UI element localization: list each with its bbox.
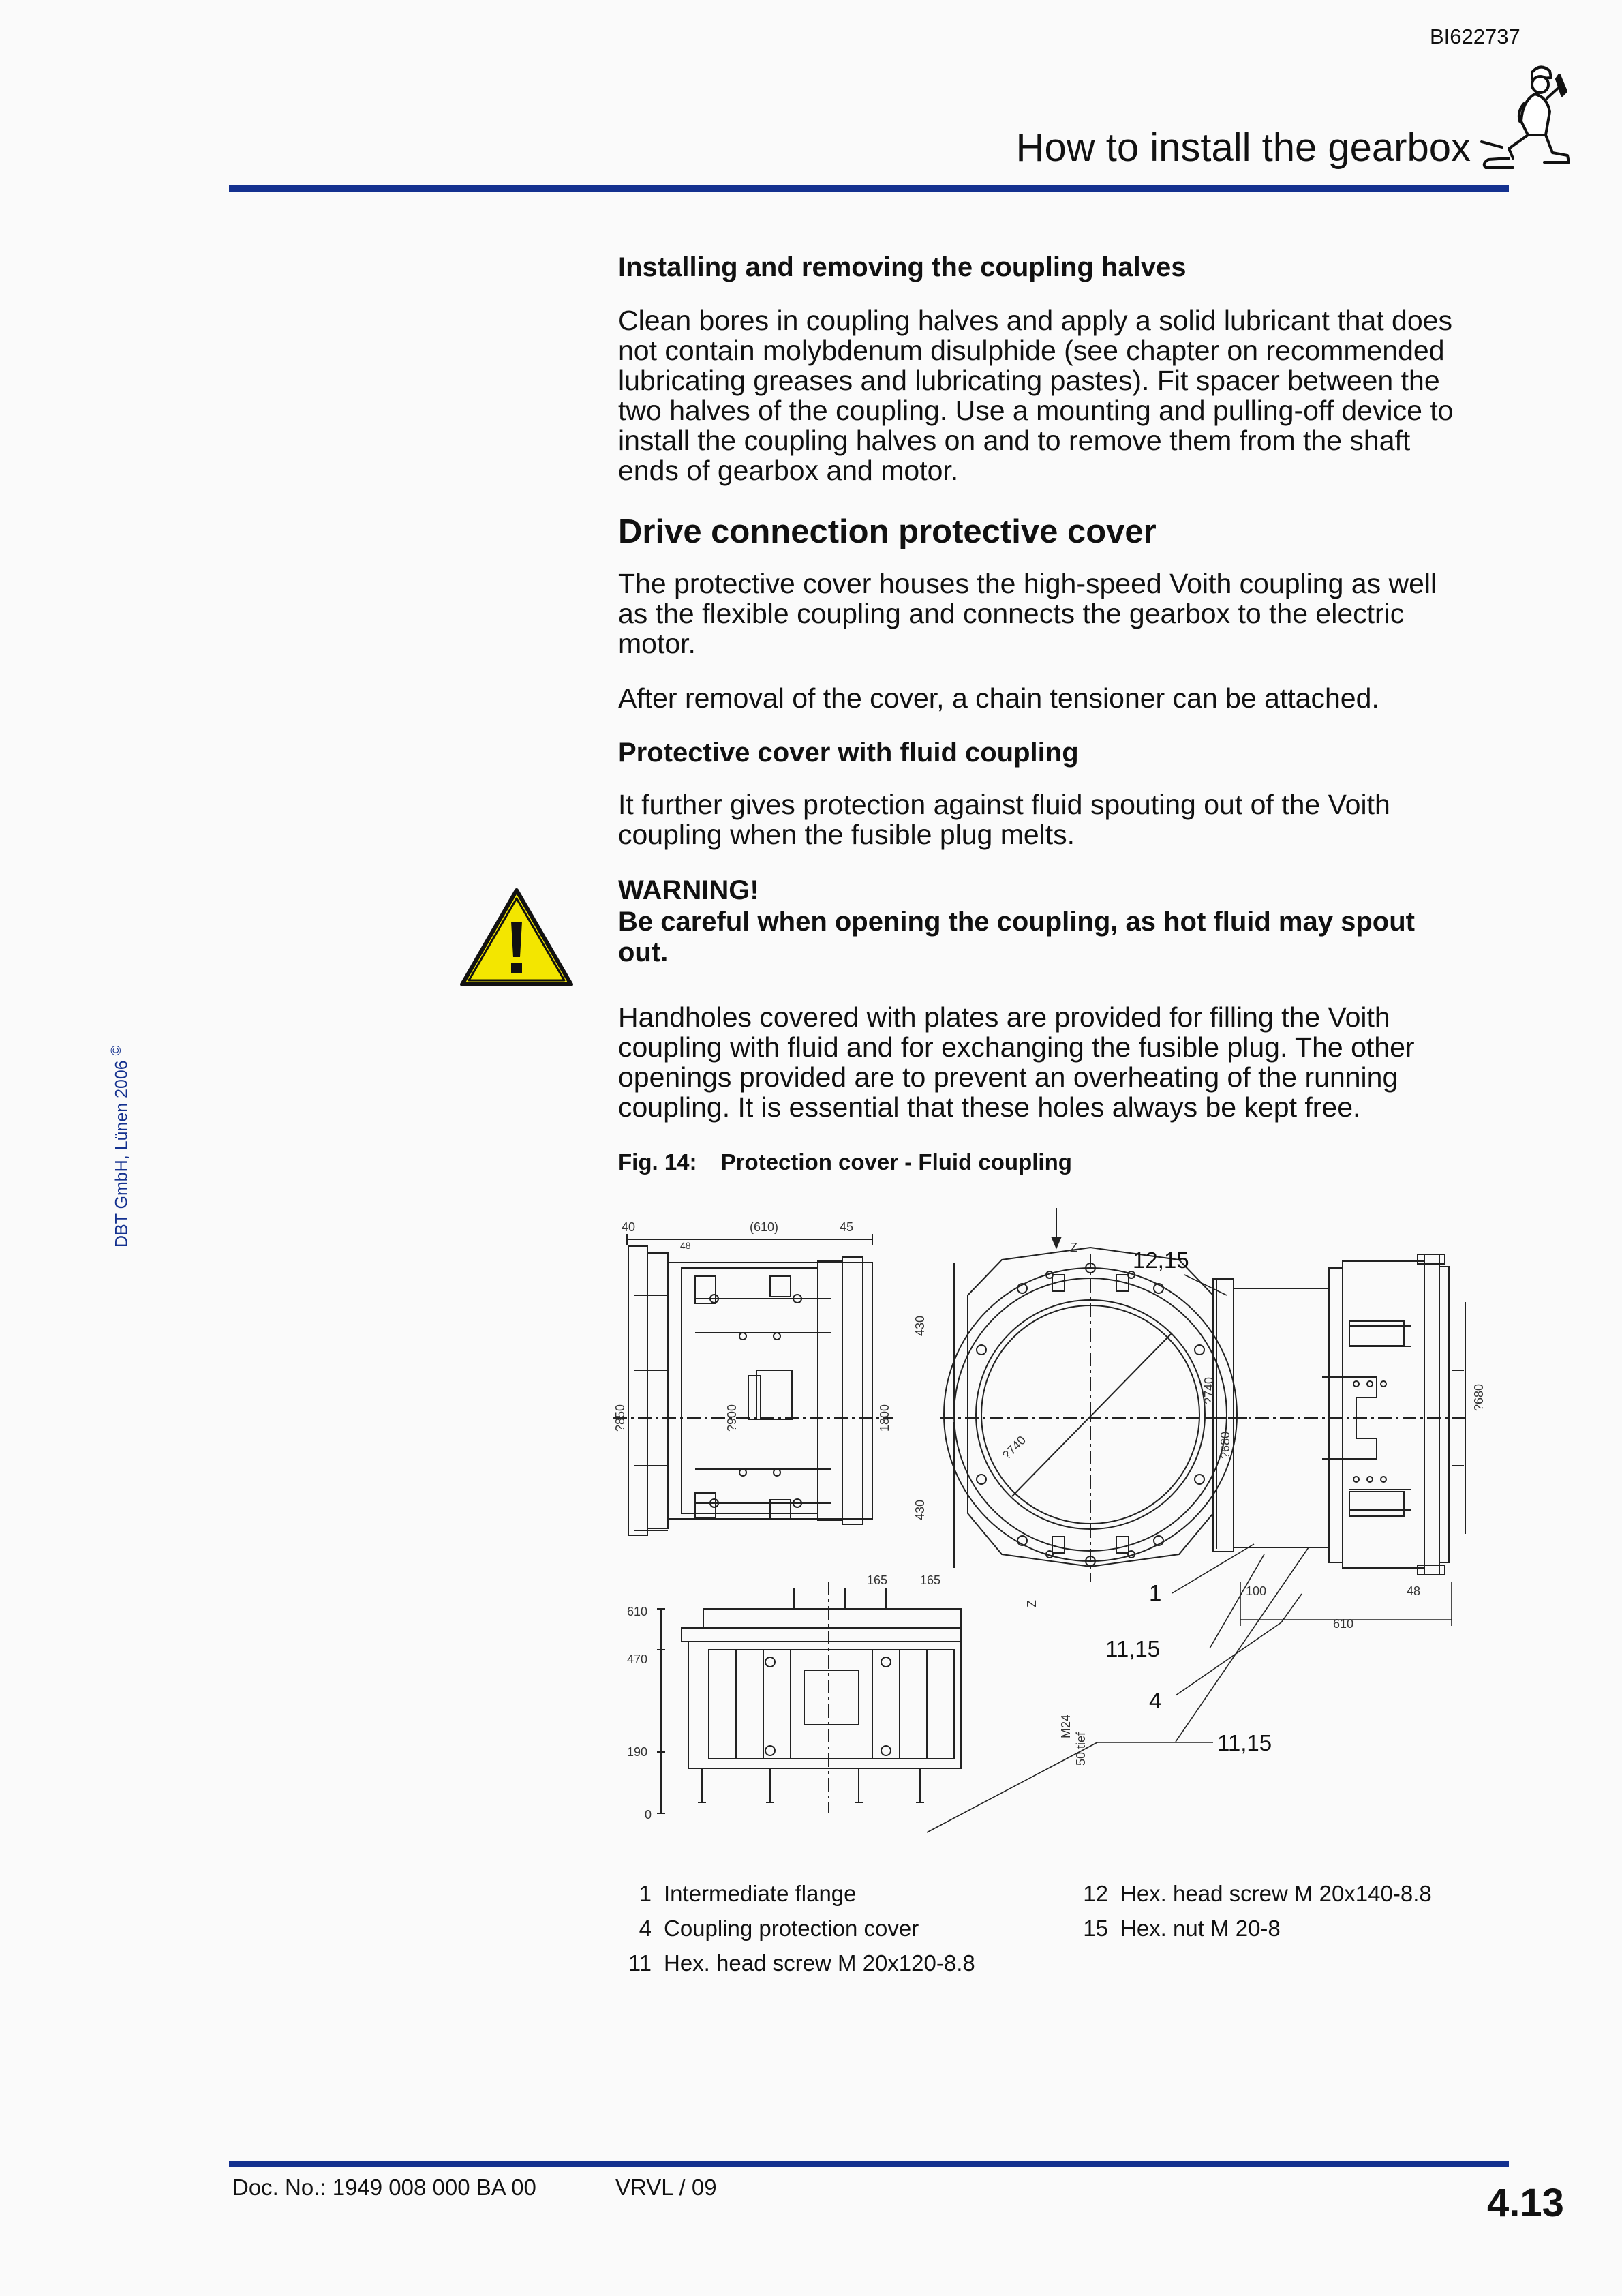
legend-item	[617, 1946, 975, 1980]
text-line: It further gives protection against fluid spouting out of the Voith	[618, 789, 1390, 820]
warning-title: WARNING!	[618, 875, 759, 905]
paragraph-handholes	[618, 1002, 1518, 1122]
text-line: two halves of the coupling. Use a mounting and pulling-off device to	[618, 395, 1454, 426]
dim-label: M24	[1059, 1714, 1073, 1738]
dim-label: Z	[1025, 1600, 1039, 1607]
dim-label: 45	[840, 1220, 854, 1234]
side-view-right	[1206, 1254, 1465, 1575]
page-number: 4.13	[1487, 2181, 1564, 2225]
legend-item	[1074, 1911, 1432, 1946]
text-line: as the flexible coupling and connects the gearbox to the electric	[618, 598, 1405, 629]
text-line: install the coupling halves on and to remove them from the shaft	[618, 425, 1411, 456]
dim-label: ?740	[1202, 1376, 1216, 1404]
callout-11-15-upper: 11,15	[1105, 1636, 1161, 1661]
legend-label: Hex. head screw M 20x140-8.8	[1120, 1881, 1432, 1906]
figure-caption	[618, 1149, 1518, 1175]
figure-number: Fig. 14:	[618, 1149, 697, 1175]
dim-label: 48	[680, 1240, 691, 1251]
dim-label: Z	[1070, 1241, 1077, 1254]
callout-4: 4	[1149, 1688, 1162, 1713]
legend-item	[617, 1876, 975, 1911]
text-line: ends of gearbox and motor.	[618, 455, 959, 486]
text-line: The protective cover houses the high-speed Voith coupling as well	[618, 568, 1437, 599]
dim-label: ?740	[999, 1433, 1029, 1462]
doc-version: VRVL / 09	[615, 2175, 717, 2200]
figure-title: Protection cover - Fluid coupling	[720, 1149, 1072, 1175]
text-line: Be careful when opening the coupling, as hot fluid may spout	[618, 907, 1415, 937]
legend-label: Intermediate flange	[664, 1881, 857, 1906]
warning-icon	[458, 886, 575, 988]
text-line: not contain molybdenum disulphide (see chapter on recommended	[618, 335, 1445, 366]
dim-label: 1800	[878, 1404, 891, 1432]
legend-item	[617, 1911, 975, 1946]
dim-label: 40	[622, 1220, 636, 1234]
warning-text	[618, 907, 1518, 968]
front-view-circular	[940, 1208, 1247, 1582]
dim-label: 190	[627, 1745, 648, 1759]
doc-number: Doc. No.: 1949 008 000 BA 00	[232, 2175, 536, 2200]
text-line: Clean bores in coupling halves and apply a solid lubricant that does	[618, 305, 1452, 336]
paragraph-chain-tensioner: After removal of the cover, a chain tensioner can be attached.	[618, 682, 1379, 714]
dim-label: 165	[920, 1573, 941, 1587]
dim-label: 165	[867, 1573, 888, 1587]
header-rule	[229, 185, 1509, 192]
text-line: lubricating greases and lubricating pastes). Fit spacer between the	[618, 365, 1440, 396]
legend-label: Hex. nut M 20-8	[1120, 1916, 1281, 1941]
copyright-text: DBT GmbH, Lünen 2006	[112, 1060, 132, 1248]
section-heading-protective-cover: Drive connection protective cover	[618, 513, 1157, 550]
paragraph-protective-cover	[618, 569, 1518, 659]
dim-label: 470	[627, 1652, 648, 1666]
text-line: out.	[618, 937, 669, 967]
legend-left	[617, 1876, 975, 1980]
coupling-drawing	[600, 1200, 1499, 1847]
text-line: Handholes covered with plates are provided for filling the Voith	[618, 1001, 1390, 1033]
text-line: coupling. It is essential that these holes always be kept free.	[618, 1091, 1361, 1123]
callout-leaders	[927, 1275, 1452, 1832]
dim-label: (610)	[750, 1220, 779, 1234]
dim-label: ?680	[1219, 1431, 1232, 1459]
dim-label: 430	[913, 1499, 927, 1520]
dim-label: ?850	[613, 1404, 627, 1432]
text-line: motor.	[618, 628, 696, 659]
legend-label: Hex. head screw M 20x120-8.8	[664, 1950, 975, 1976]
legend-number: 15	[1083, 1916, 1108, 1941]
legend-right	[1074, 1876, 1432, 1946]
worker-icon	[1479, 60, 1574, 172]
document-id: BI622737	[1430, 25, 1520, 48]
paragraph-coupling-halves	[618, 305, 1518, 485]
callout-12-15: 12,15	[1133, 1248, 1189, 1273]
copyright-symbol: ©	[109, 1045, 124, 1056]
legend-number: 4	[639, 1916, 652, 1941]
section-heading-coupling-halves: Installing and removing the coupling halves	[618, 252, 1187, 282]
dim-label: 0	[645, 1808, 652, 1822]
dim-label: 100	[1246, 1584, 1267, 1598]
footer-rule	[229, 2161, 1509, 2167]
paragraph-fluid-coupling	[618, 789, 1518, 849]
callout-1: 1	[1149, 1580, 1162, 1605]
dim-label: 430	[913, 1315, 927, 1336]
legend-item	[1074, 1876, 1432, 1911]
legend-number: 1	[639, 1881, 652, 1906]
side-view-left	[613, 1234, 893, 1535]
text-line: coupling with fluid and for exchanging the fusible plug. The other	[618, 1031, 1415, 1063]
plan-view-bottom	[657, 1582, 961, 1813]
text-line: coupling when the fusible plug melts.	[618, 819, 1075, 850]
text-line: openings provided are to prevent an overheating of the running	[618, 1061, 1398, 1093]
legend-label: Coupling protection cover	[664, 1916, 919, 1941]
dim-label: 50 tief	[1074, 1732, 1088, 1766]
legend-number: 11	[628, 1950, 652, 1976]
legend-number: 12	[1083, 1881, 1108, 1906]
dim-label: ?680	[1472, 1383, 1486, 1411]
dim-label: ?900	[725, 1404, 739, 1432]
callout-11-15-lower: 11,15	[1217, 1730, 1272, 1755]
dim-label: 610	[627, 1605, 648, 1618]
section-heading-fluid-coupling: Protective cover with fluid coupling	[618, 738, 1079, 768]
dim-label: 610	[1333, 1617, 1354, 1631]
copyright-note	[109, 1046, 132, 1248]
page-title: How to install the gearbox	[1015, 125, 1471, 170]
dim-label: 48	[1407, 1584, 1421, 1598]
